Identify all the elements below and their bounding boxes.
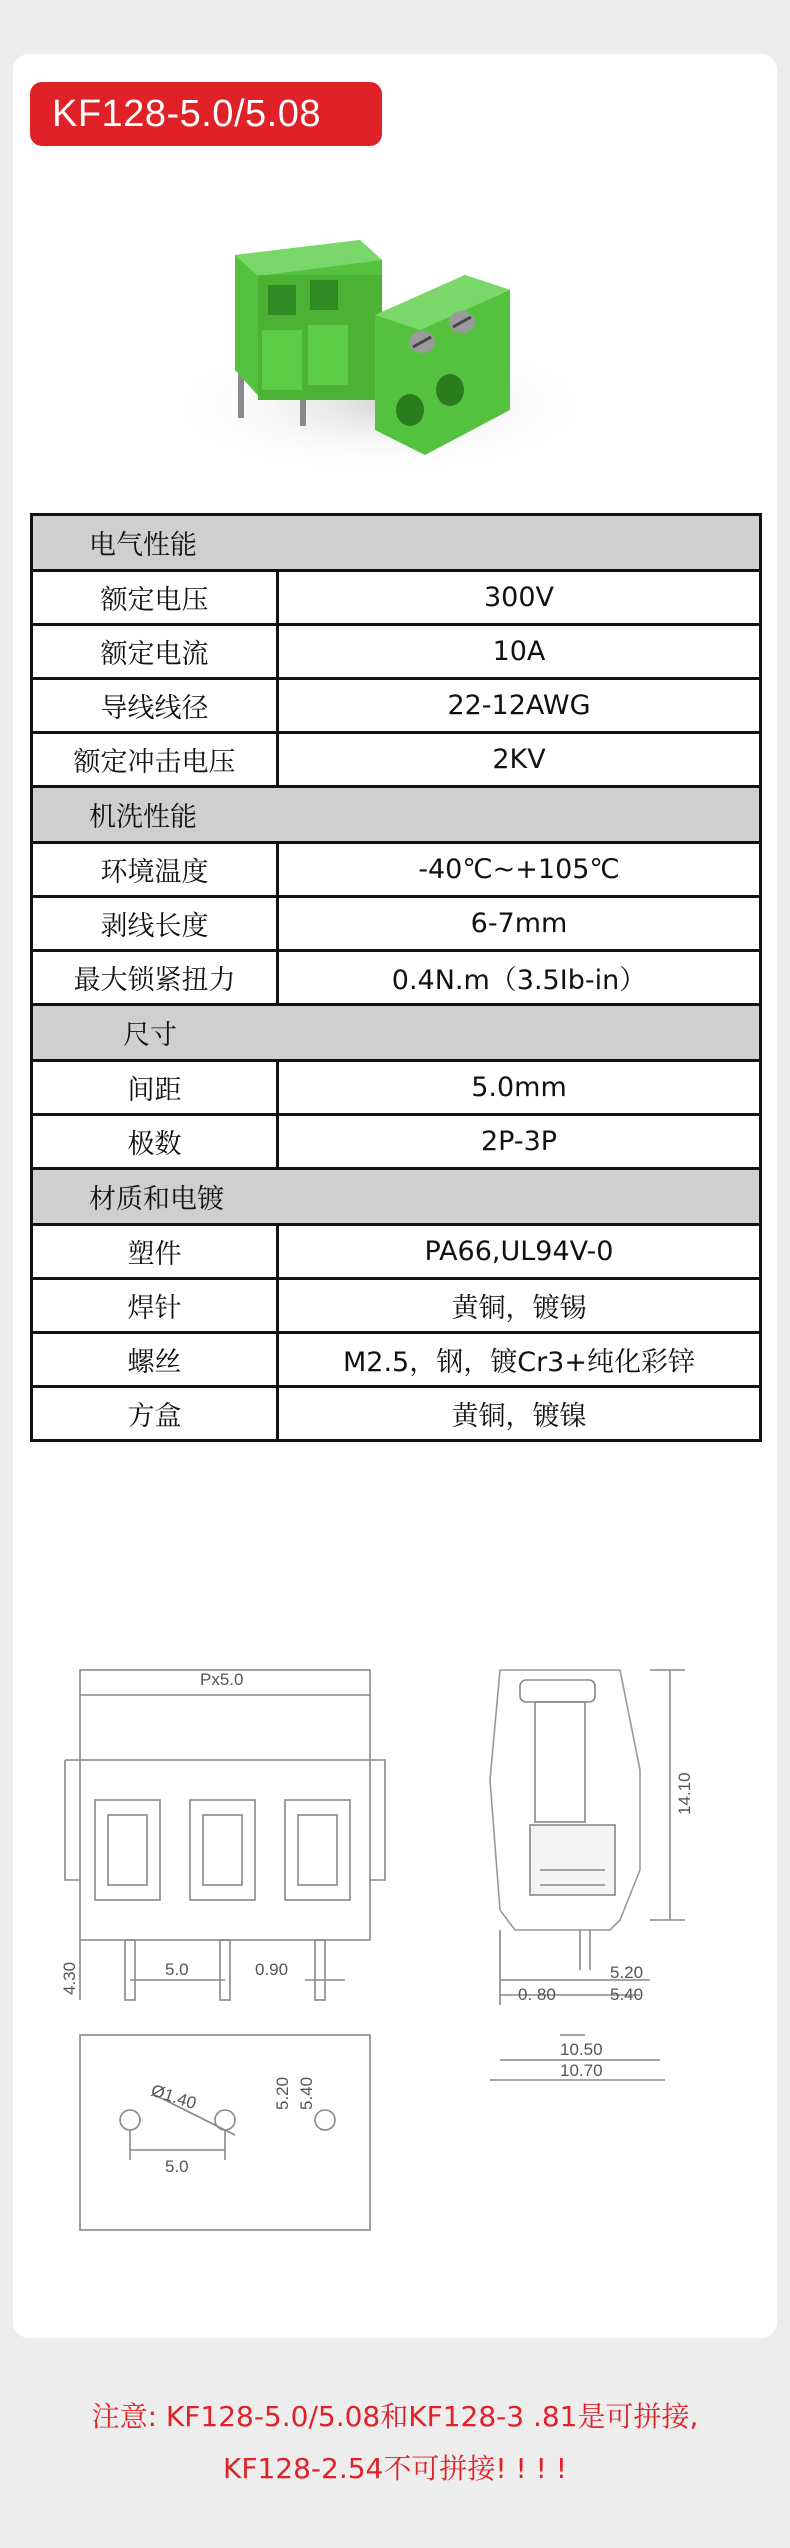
spec-value: 10A xyxy=(278,625,761,679)
front-view xyxy=(65,1670,385,2000)
spec-row xyxy=(32,1279,761,1333)
dim-520-label: 5.20 xyxy=(610,1963,644,1982)
spec-value: -40℃~+105℃ xyxy=(278,843,761,897)
spec-value: 5.0mm xyxy=(278,1061,761,1115)
spec-label: 额定电压 xyxy=(32,571,278,625)
splice-note-line2: KF128-2.54不可拼接! ! ! ! xyxy=(223,2452,567,2485)
dim-540-label: 5.40 xyxy=(610,1985,644,2004)
spec-label: 导线线径 xyxy=(32,679,278,733)
pin-length-label: 4.30 xyxy=(60,1961,79,1995)
width-1050-label: 10.50 xyxy=(560,2040,603,2059)
splice-note-line1: 注意: KF128-5.0/5.08和KF128-3 .81是可拼接, xyxy=(91,2400,699,2433)
spec-row xyxy=(32,1387,761,1441)
spec-section-title: 电气性能 xyxy=(32,515,761,571)
spec-row xyxy=(32,1333,761,1387)
spec-row xyxy=(32,951,761,1005)
spec-section-row xyxy=(32,1005,761,1061)
technical-drawing xyxy=(60,1640,750,2260)
spec-section-title: 材质和电镀 xyxy=(32,1169,761,1225)
spec-label: 极数 xyxy=(32,1115,278,1169)
spec-value: 0.4N.m（3.5Ib-in） xyxy=(278,951,761,1005)
spec-row xyxy=(32,1115,761,1169)
bottom-view xyxy=(80,2035,370,2230)
spec-label: 螺丝 xyxy=(32,1333,278,1387)
spec-label: 额定电流 xyxy=(32,625,278,679)
spec-label: 剥线长度 xyxy=(32,897,278,951)
spec-label: 塑件 xyxy=(32,1225,278,1279)
spec-value: 6-7mm xyxy=(278,897,761,951)
spec-row xyxy=(32,733,761,787)
spec-row xyxy=(32,571,761,625)
hole-dia-label: Ø1.40 xyxy=(148,2080,199,2114)
spec-row xyxy=(32,1061,761,1115)
side-view xyxy=(490,1670,685,2080)
spec-label: 环境温度 xyxy=(32,843,278,897)
product-photo xyxy=(150,170,590,500)
dim-540-left-label: 5.40 xyxy=(297,2076,316,2110)
spec-row xyxy=(32,679,761,733)
spec-row xyxy=(32,1225,761,1279)
spec-label: 焊针 xyxy=(32,1279,278,1333)
spec-label: 最大锁紧扭力 xyxy=(32,951,278,1005)
pitch-dim-label: 5.0 xyxy=(165,1960,189,1979)
spec-row xyxy=(32,625,761,679)
width-1070-label: 10.70 xyxy=(560,2061,603,2080)
spec-value: 黄铜，镀锡 xyxy=(278,1279,761,1333)
spec-value: 2KV xyxy=(278,733,761,787)
spec-label: 额定冲击电压 xyxy=(32,733,278,787)
dim-080-label: 0. 80 xyxy=(518,1985,556,2004)
spec-value: 300V xyxy=(278,571,761,625)
pitch-label: Px5.0 xyxy=(200,1670,244,1689)
spec-section-row xyxy=(32,515,761,571)
spec-section-title: 机洗性能 xyxy=(32,787,761,843)
spec-value: 22-12AWG xyxy=(278,679,761,733)
spec-label: 方盒 xyxy=(32,1387,278,1441)
spec-row xyxy=(32,843,761,897)
spec-row xyxy=(32,897,761,951)
spec-value: M2.5，钢，镀Cr3+纯化彩锌 xyxy=(278,1333,761,1387)
pin-width-label: 0.90 xyxy=(255,1960,289,1979)
spec-section-title: 尺寸 xyxy=(32,1005,761,1061)
spec-section-row xyxy=(32,787,761,843)
spec-section-row xyxy=(32,1169,761,1225)
spec-value: PA66,UL94V-0 xyxy=(278,1225,761,1279)
dim-520-left-label: 5.20 xyxy=(273,2076,292,2110)
height-label: 14.10 xyxy=(675,1772,694,1815)
spec-label: 间距 xyxy=(32,1061,278,1115)
spec-value: 2P-3P xyxy=(278,1115,761,1169)
hole-pitch-label: 5.0 xyxy=(165,2157,189,2176)
product-title-badge: KF128-5.0/5.08 xyxy=(30,82,382,146)
spec-table xyxy=(30,513,762,1442)
spec-value: 黄铜，镀镍 xyxy=(278,1387,761,1441)
